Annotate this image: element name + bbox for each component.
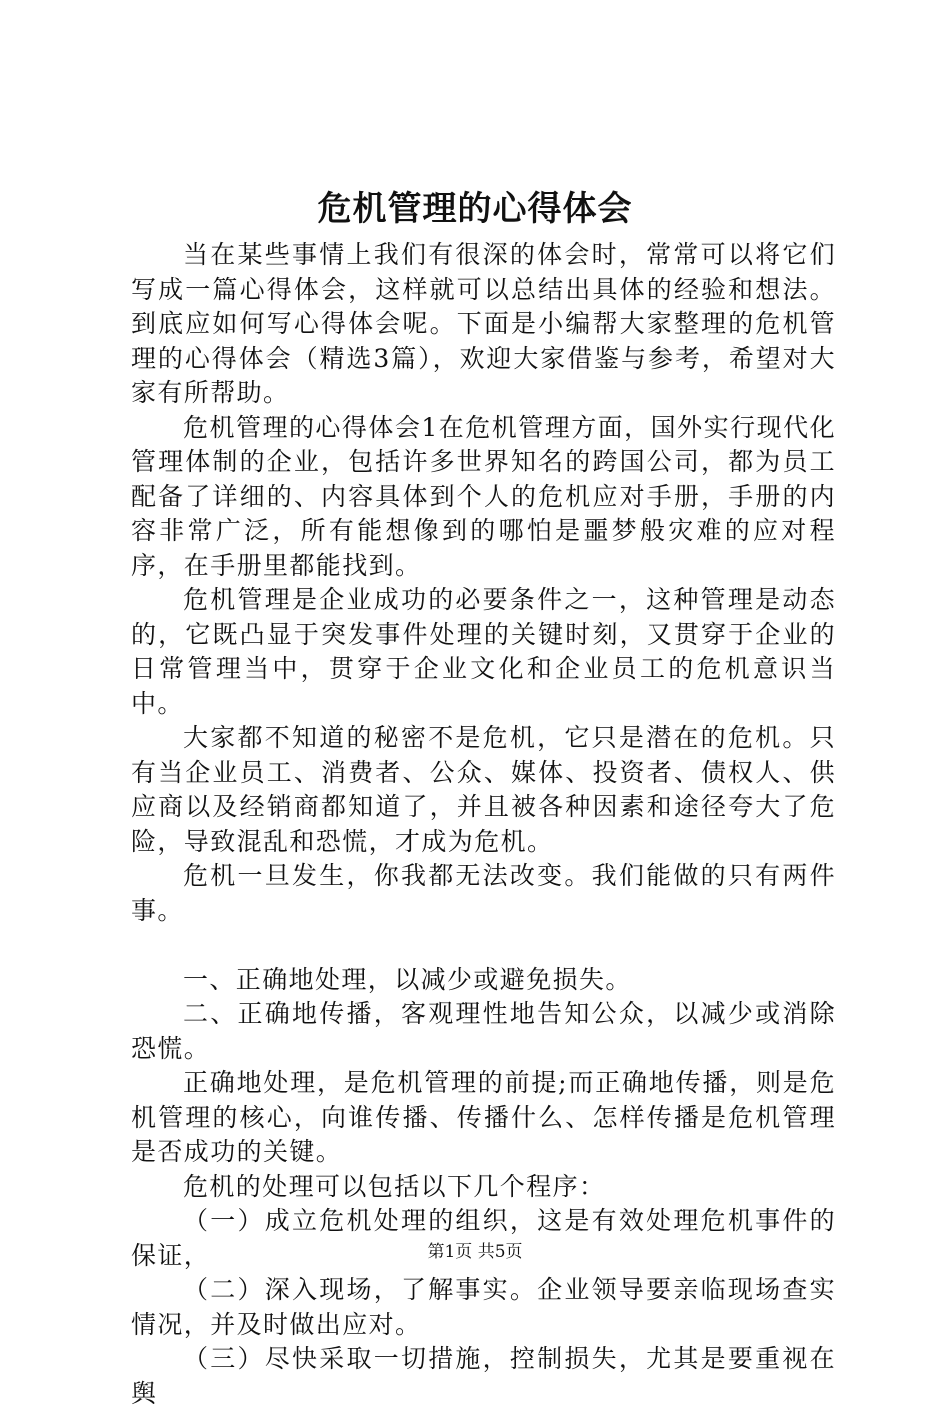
paragraph-latent-crisis: 大家都不知道的秘密不是危机，它只是潜在的危机。只有当企业员工、消费者、公众、媒体、投资者、债权人、供应商以及经销商都知道了，并且被各种因素和途径夸大了危险，导致混乱和恐慌，才成为危机。 bbox=[131, 723, 836, 856]
document-body bbox=[131, 238, 836, 1411]
list-item-communicate: 二、正确地传播，客观理性地告知公众，以减少或消除恐慌。 bbox=[131, 999, 836, 1063]
page-number-footer: 第1页 共5页 bbox=[427, 1242, 523, 1262]
procedure-item-1: （一）成立危机处理的组织，这是有效处理危机事件的保证， bbox=[131, 1206, 836, 1270]
document-title: 危机管理的心得体会 bbox=[317, 189, 633, 229]
procedure-item-2: （二）深入现场，了解事实。企业领导要亲临现场查实情况，并及时做出应对。 bbox=[131, 1275, 836, 1339]
paragraph-necessary-condition: 危机管理是企业成功的必要条件之一，这种管理是动态的，它既凸显于突发事件处理的关键时刻，又贯穿于企业的日常管理当中，贯穿于企业文化和企业员工的危机意识当中。 bbox=[131, 585, 836, 718]
list-item-handle: 一、正确地处理，以减少或避免损失。 bbox=[183, 964, 632, 994]
procedure-item-3: （三）尽快采取一切措施，控制损失，尤其是要重视在舆 bbox=[131, 1344, 836, 1408]
paragraph-experience-1: 危机管理的心得体会1在危机管理方面，国外实行现代化管理体制的企业，包括许多世界知名的跨国公司，都为员工配备了详细的、内容具体到个人的危机应对手册，手册的内容非常广泛，所有能想像到的哪怕是噩梦般灾难的应对程序，在手册里都能找到。 bbox=[131, 412, 836, 580]
paragraph-premise-core: 正确地处理，是危机管理的前提;而正确地传播，则是危机管理的核心，向谁传播、传播什么、怎样传播是危机管理是否成功的关键。 bbox=[131, 1068, 836, 1166]
paragraph-intro: 当在某些事情上我们有很深的体会时，常常可以将它们写成一篇心得体会，这样就可以总结出具体的经验和想法。到底应如何写心得体会呢。下面是小编帮大家整理的危机管理的心得体会（精选3篇），欢迎大家借鉴与参考，希望对大家有所帮助。 bbox=[131, 240, 836, 407]
paragraph-procedures-intro: 危机的处理可以包括以下几个程序： bbox=[183, 1171, 606, 1201]
paragraph-two-things: 危机一旦发生，你我都无法改变。我们能做的只有两件事。 bbox=[131, 861, 836, 925]
